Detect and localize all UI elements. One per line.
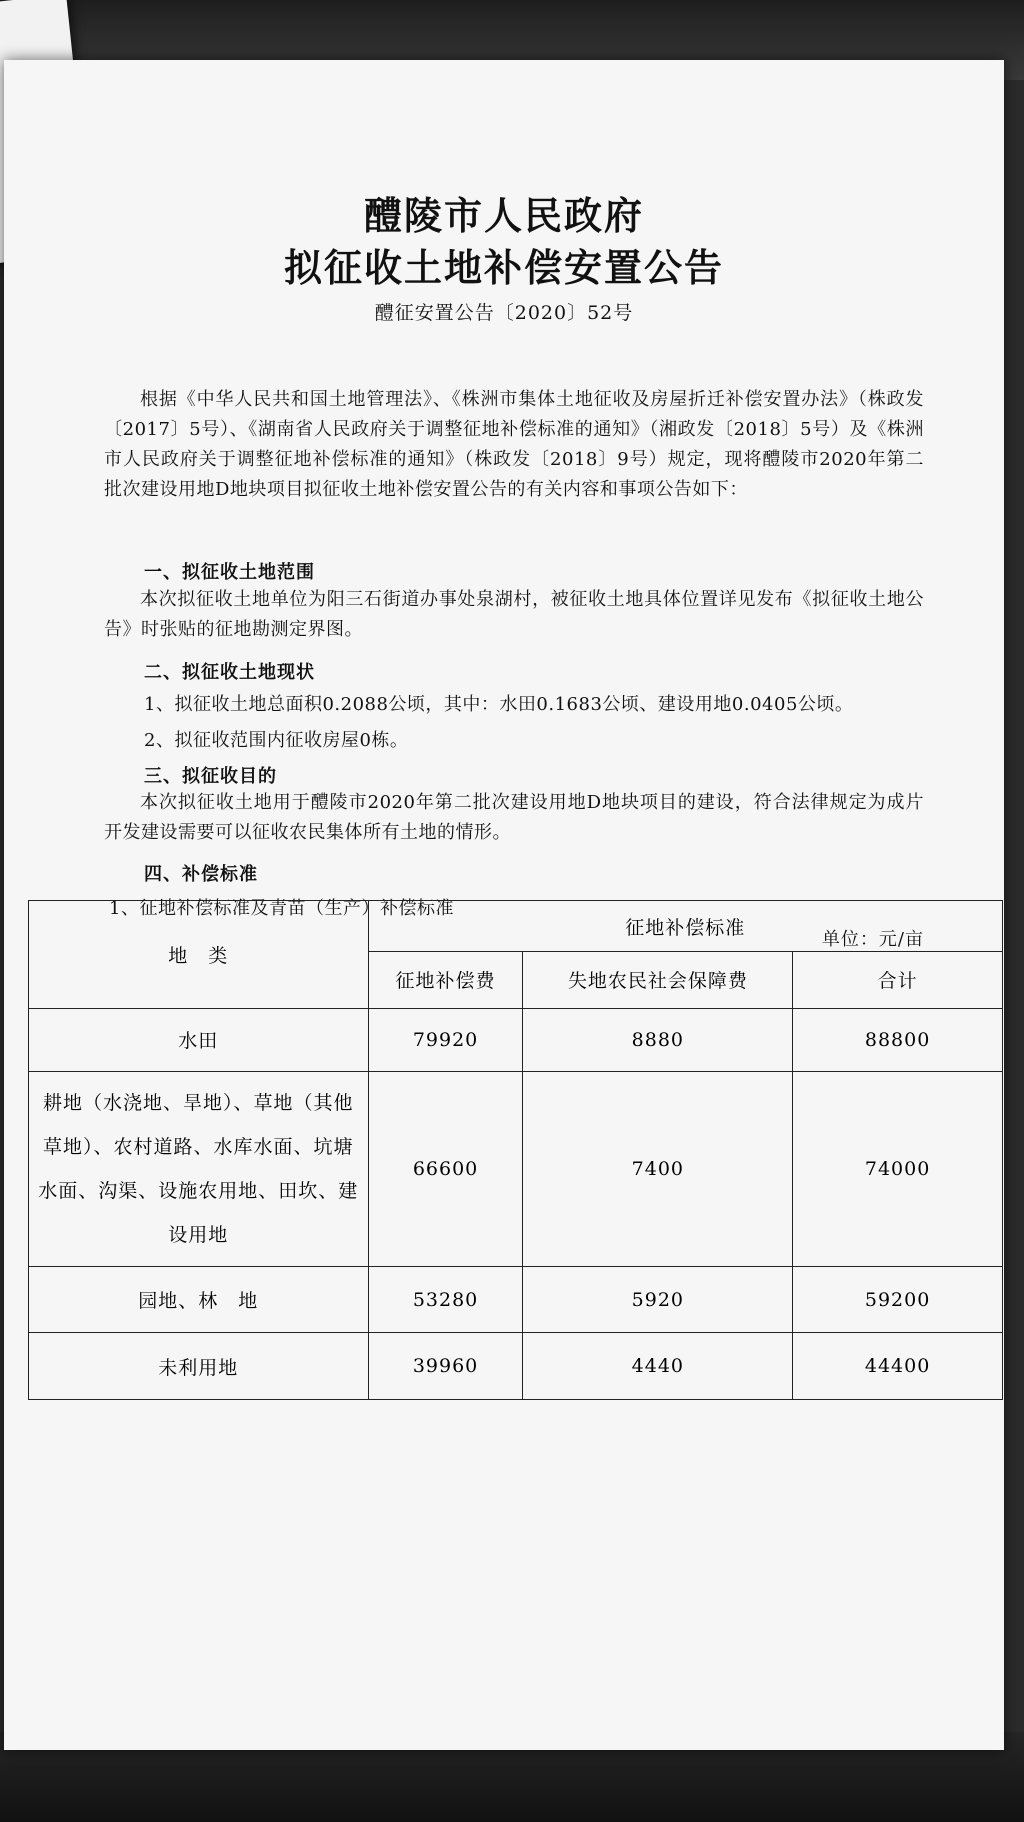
cell-comp-fee: 66600 [368,1072,523,1267]
cell-social-security: 5920 [523,1266,793,1333]
table-row [29,1008,1003,1072]
section1-heading: 一、拟征收土地范围 [144,562,315,583]
cell-comp-fee: 79920 [368,1008,523,1072]
table-row [29,1266,1003,1333]
title-line-2: 拟征收土地补偿安置公告 [283,246,724,290]
section3-heading: 三、拟征收目的 [144,766,277,787]
header-land-type: 地 类 [29,901,369,1009]
cell-total: 59200 [793,1266,1003,1333]
header-social-security: 失地农民社会保障费 [523,952,793,1008]
table-row [29,1072,1003,1267]
section3-text: 本次拟征收土地用于醴陵市2020年第二批次建设用地D地块项目的建设，符合法律规定为成片开发建设需要可以征收农民集体所有土地的情形。 [104,792,924,843]
cell-land-type: 未利用地 [29,1333,369,1400]
cell-land-type: 园地、林 地 [29,1266,369,1333]
section2-item-2: 2、拟征收范围内征收房屋0栋。 [144,730,409,751]
title-line-1: 醴陵市人民政府 [363,194,644,238]
cell-land-type: 耕地（水浇地、旱地）、草地（其他草地）、农村道路、水库水面、坑塘水面、沟渠、设施农用地、田坎、建设用地 [29,1072,369,1267]
cell-comp-fee: 53280 [368,1266,523,1333]
section2-heading: 二、拟征收土地现状 [144,662,315,683]
header-total: 合计 [793,952,1003,1008]
section4-subheading: 1、征地补偿标准及青苗（生产）补偿标准 [109,898,454,919]
cell-land-type: 水田 [29,1008,369,1072]
section2-item-1: 1、拟征收土地总面积0.2088公顷，其中：水田0.1683公顷、建设用地0.0405公顷。 [144,694,854,715]
cell-social-security: 7400 [523,1072,793,1267]
cell-social-security: 4440 [523,1333,793,1400]
cell-comp-fee: 39960 [368,1333,523,1400]
cell-total: 88800 [793,1008,1003,1072]
unit-label: 单位：元/亩 [821,929,924,950]
header-group-comp-standard: 征地补偿标准 [368,901,1002,952]
section4-heading: 四、补偿标准 [144,864,258,885]
table-row [29,1333,1003,1400]
document-number: 醴征安置公告〔2020〕52号 [374,302,634,324]
document-title [4,190,1004,294]
cell-total: 44400 [793,1333,1003,1400]
cell-total: 74000 [793,1072,1003,1267]
section1-text: 本次拟征收土地单位为阳三石街道办事处泉湖村，被征收土地具体位置详见发布《拟征收土地公告》时张贴的征地勘测定界图。 [104,589,924,640]
preamble-paragraph: 根据《中华人民共和国土地管理法》、《株洲市集体土地征收及房屋折迁补偿安置办法》（株政发〔2017〕5号）、《湖南省人民政府关于调整征地补偿标准的通知》（湘政发〔2018〕5号）及《株洲市人民政府关于调整征地补偿标准的通知》（株政发〔2018〕9号）规定，现将醴陵市2020年第二批次建设用地D地块项目拟征收土地补偿安置公告的有关内容和事项公告如下： [104,389,924,500]
header-comp-fee: 征地补偿费 [368,952,523,1008]
cell-social-security: 8880 [523,1008,793,1072]
compensation-table [28,900,1003,1400]
